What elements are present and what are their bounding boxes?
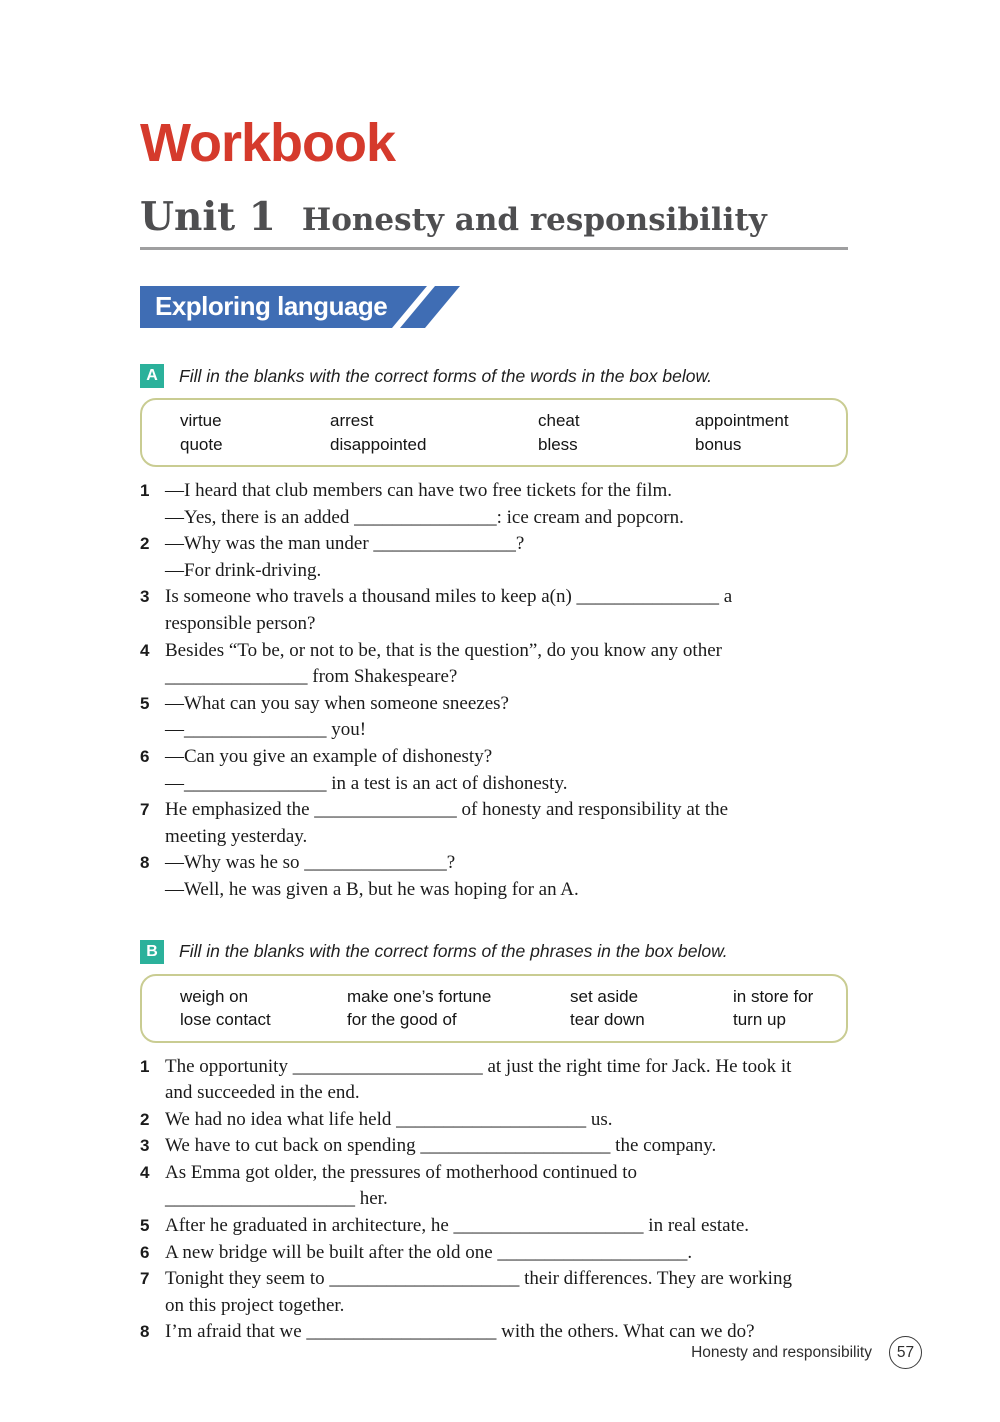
unit-title: Honesty and responsibility: [301, 202, 767, 238]
question-number: 2: [140, 1109, 150, 1129]
question-item: [140, 531, 848, 584]
page-number-badge: 57: [889, 1336, 922, 1369]
question-item: [140, 1133, 848, 1160]
question-text: [165, 1107, 848, 1134]
question-line: After he graduated in architecture, he ____________________ in real estate.: [165, 1215, 750, 1237]
question-number: 6: [140, 1242, 150, 1262]
question-text: [165, 531, 848, 584]
question-text: [165, 797, 848, 850]
question-text: [165, 478, 848, 531]
question-number: 4: [140, 640, 150, 660]
question-number: 8: [140, 853, 150, 873]
question-item: [140, 1160, 848, 1213]
word-box-item: tear down: [570, 1010, 645, 1029]
word-box-item: virtue: [180, 411, 222, 430]
question-text: [165, 584, 848, 637]
question-line: A new bridge will be built after the old one ____________________.: [165, 1241, 693, 1263]
question-item: [140, 478, 848, 531]
banner-label: Exploring language: [155, 291, 388, 321]
question-item: [140, 638, 848, 691]
question-number: 7: [140, 800, 150, 820]
question-line: meeting yesterday.: [165, 825, 308, 847]
word-box-item: lose contact: [180, 1010, 271, 1029]
word-box-item: arrest: [330, 411, 374, 430]
word-box-item: for the good of: [347, 1010, 457, 1029]
section-a-header: [140, 364, 848, 388]
question-text: [165, 850, 848, 903]
question-line: —Can you give an example of dishonesty?: [165, 745, 493, 767]
word-box-item: make one’s fortune: [347, 986, 492, 1006]
question-number: 1: [140, 481, 150, 500]
question-line: —Well, he was given a B, but he was hoping for an A.: [165, 878, 579, 900]
word-box-item: set aside: [570, 986, 639, 1006]
footer-chapter-title: Honesty and responsibility: [691, 1343, 872, 1361]
word-box-item: disappointed: [330, 434, 427, 454]
section-banner: [140, 286, 460, 328]
word-box-item: in store for: [733, 986, 814, 1006]
question-number: 3: [140, 587, 150, 607]
question-number: 6: [140, 746, 150, 766]
question-number: 2: [140, 534, 150, 554]
question-text: [165, 1240, 848, 1267]
word-box-item: turn up: [733, 1010, 786, 1029]
question-line: We have to cut back on spending ____________________ the company.: [165, 1135, 717, 1157]
question-line: The opportunity ____________________ at just the right time for Jack. He took it: [165, 1055, 792, 1077]
question-line: We had no idea what life held ____________________ us.: [165, 1108, 613, 1130]
word-box-item: cheat: [538, 411, 580, 430]
word-box: [140, 974, 848, 1043]
question-item: [140, 1107, 848, 1134]
question-item: [140, 584, 848, 637]
question-line: ____________________ her.: [165, 1188, 388, 1210]
question-number: 7: [140, 1269, 150, 1289]
question-line: on this project together.: [165, 1294, 345, 1316]
section-b: [140, 940, 848, 1347]
page-content: [140, 0, 848, 1346]
section-a: [140, 364, 848, 904]
question-line: —_______________ you!: [165, 719, 367, 741]
word-box-item: bless: [538, 434, 578, 454]
question-line: —I heard that club members can have two free tickets for the film.: [165, 480, 672, 501]
unit-heading: [140, 194, 848, 250]
question-item: [140, 1266, 848, 1319]
question-text: [165, 638, 848, 691]
question-item: [140, 744, 848, 797]
workbook-title: Workbook: [140, 113, 396, 173]
section-b-badge: B: [140, 940, 164, 964]
question-line: —Why was the man under _______________?: [165, 533, 525, 555]
question-number: 1: [140, 1056, 150, 1076]
question-line: —_______________ in a test is an act of dishonesty.: [165, 772, 568, 794]
question-number: 5: [140, 693, 150, 713]
question-item: [140, 1213, 848, 1240]
question-text: [165, 1213, 848, 1240]
question-line: _______________ from Shakespeare?: [165, 666, 458, 688]
question-list: [140, 478, 848, 904]
question-item: [140, 797, 848, 850]
question-text: [165, 744, 848, 797]
word-box-item: weigh on: [180, 986, 249, 1006]
question-line: Besides “To be, or not to be, that is the question”, do you know any other: [165, 639, 722, 661]
word-box-item: appointment: [695, 411, 789, 430]
question-line: —What can you say when someone sneezes?: [165, 692, 509, 714]
question-number: 5: [140, 1216, 150, 1236]
question-number: 8: [140, 1322, 150, 1342]
question-line: As Emma got older, the pressures of motherhood continued to: [165, 1161, 638, 1183]
question-line: I’m afraid that we ____________________ with the others. What can we do?: [165, 1321, 755, 1343]
question-line: —For drink-driving.: [165, 559, 322, 581]
question-line: —Why was he so _______________?: [165, 852, 456, 874]
question-text: [165, 1054, 848, 1107]
question-text: [165, 1266, 848, 1319]
question-number: 3: [140, 1136, 150, 1156]
section-a-badge: A: [140, 364, 164, 388]
question-text: [165, 1133, 848, 1160]
word-box-item: bonus: [695, 434, 742, 454]
question-list: [140, 1054, 848, 1347]
question-line: Is someone who travels a thousand miles to keep a(n) _______________ a: [165, 586, 733, 608]
question-line: —Yes, there is an added _______________: ice cream and popcorn.: [165, 506, 684, 528]
section-a-instruction: Fill in the blanks with the correct forms of the words in the box below.: [179, 365, 713, 386]
question-line: responsible person?: [165, 612, 316, 634]
word-box: [140, 398, 848, 467]
question-text: [165, 1160, 848, 1213]
unit-label: Unit 1: [140, 194, 276, 240]
question-line: He emphasized the _______________ of honesty and responsibility at the: [165, 799, 729, 821]
word-box-item: quote: [180, 434, 223, 454]
question-item: [140, 691, 848, 744]
question-item: [140, 1054, 848, 1107]
page-footer: [691, 1336, 922, 1369]
section-b-header: [140, 940, 848, 964]
question-item: [140, 1240, 848, 1267]
section-b-instruction: Fill in the blanks with the correct forms of the phrases in the box below.: [179, 941, 728, 961]
question-text: [165, 691, 848, 744]
question-line: Tonight they seem to ____________________ their differences. They are working: [165, 1268, 792, 1290]
question-item: [140, 850, 848, 903]
question-number: 4: [140, 1162, 150, 1182]
question-line: and succeeded in the end.: [165, 1082, 360, 1104]
